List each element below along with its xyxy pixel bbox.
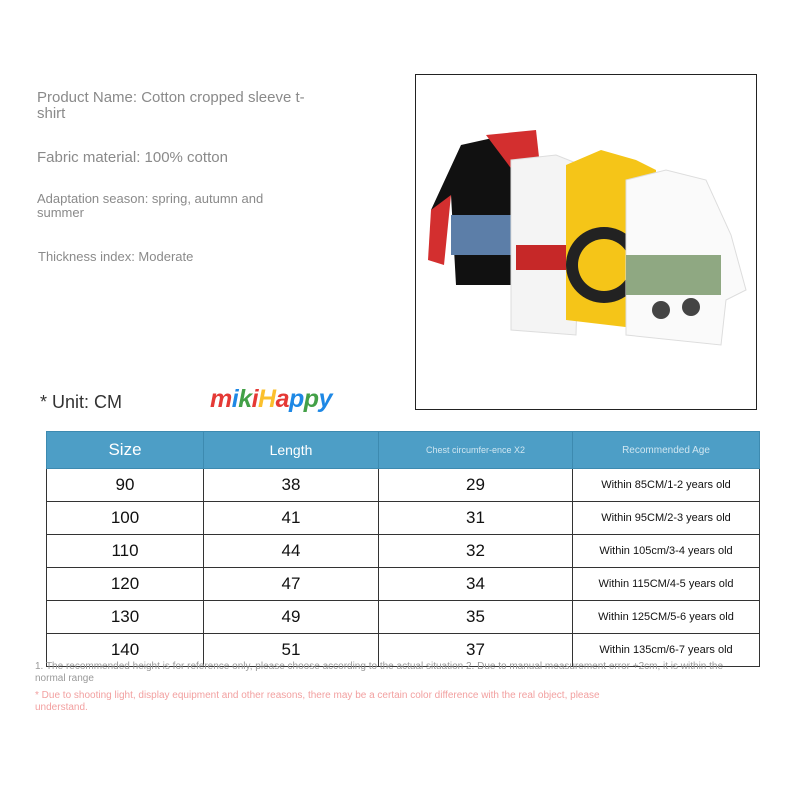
table-row xyxy=(47,601,760,634)
logo-letter: i xyxy=(251,385,259,413)
age-cell: Within 105cm/3-4 years old xyxy=(573,535,760,568)
size-cell: 130 xyxy=(47,601,204,634)
logo-letter: a xyxy=(275,385,290,413)
size-cell: 110 xyxy=(47,535,204,568)
logo-letter: p xyxy=(289,385,304,413)
logo-letter: p xyxy=(303,385,319,413)
header-size: Size xyxy=(47,432,204,469)
chest-cell: 31 xyxy=(379,502,573,535)
chest-cell: 29 xyxy=(379,469,573,502)
unit-label: * Unit: CM xyxy=(40,392,123,412)
chest-cell: 32 xyxy=(379,535,573,568)
size-chart xyxy=(46,431,760,667)
thickness-index: Thickness index: Moderate xyxy=(38,249,194,264)
size-cell: 100 xyxy=(47,502,204,535)
size-cell: 140 xyxy=(47,634,204,667)
logo-letter: H xyxy=(258,385,276,413)
size-cell: 90 xyxy=(47,469,204,502)
age-cell: Within 95CM/2-3 years old xyxy=(573,502,760,535)
age-cell: Within 125CM/5-6 years old xyxy=(573,601,760,634)
logo-letter: i xyxy=(231,385,239,413)
length-cell: 49 xyxy=(204,601,379,634)
logo-letter: k xyxy=(238,385,252,413)
length-cell: 47 xyxy=(204,568,379,601)
age-cell: Within 135cm/6-7 years old xyxy=(573,634,760,667)
chest-cell: 35 xyxy=(379,601,573,634)
length-cell: 51 xyxy=(204,634,379,667)
length-cell: 41 xyxy=(204,502,379,535)
table-row xyxy=(47,535,760,568)
length-cell: 38 xyxy=(204,469,379,502)
length-cell: 44 xyxy=(204,535,379,568)
tshirts-illustration xyxy=(416,75,756,409)
size-chart-header xyxy=(47,432,760,469)
age-cell: Within 115CM/4-5 years old xyxy=(573,568,760,601)
fabric-material: Fabric material: 100% cotton xyxy=(37,149,228,166)
brand-logo xyxy=(210,385,332,414)
adaptation-season: Adaptation season: spring, autumn and summer xyxy=(37,191,264,220)
product-name: Product Name: Cotton cropped sleeve t-shirt xyxy=(37,89,305,122)
table-row xyxy=(47,502,760,535)
table-row xyxy=(47,469,760,502)
table-row xyxy=(47,568,760,601)
header-chest: Chest circumfer-ence X2 xyxy=(379,432,573,469)
header-age: Recommended Age xyxy=(573,432,760,469)
measurement-note: 1. The recommended height is for reference only, please choose according to the actual situation 2. Due to manual measurement error +2cm, it is within the normal range xyxy=(35,661,724,684)
logo-letter: y xyxy=(318,385,332,413)
color-disclaimer: * Due to shooting light, display equipment and other reasons, there may be a certain color difference with the real object, please understand. xyxy=(35,690,600,713)
chest-cell: 34 xyxy=(379,568,573,601)
product-photo xyxy=(415,74,757,410)
header-length: Length xyxy=(204,432,379,469)
size-cell: 120 xyxy=(47,568,204,601)
chest-cell: 37 xyxy=(379,634,573,667)
age-cell: Within 85CM/1-2 years old xyxy=(573,469,760,502)
logo-letter: m xyxy=(210,385,232,413)
